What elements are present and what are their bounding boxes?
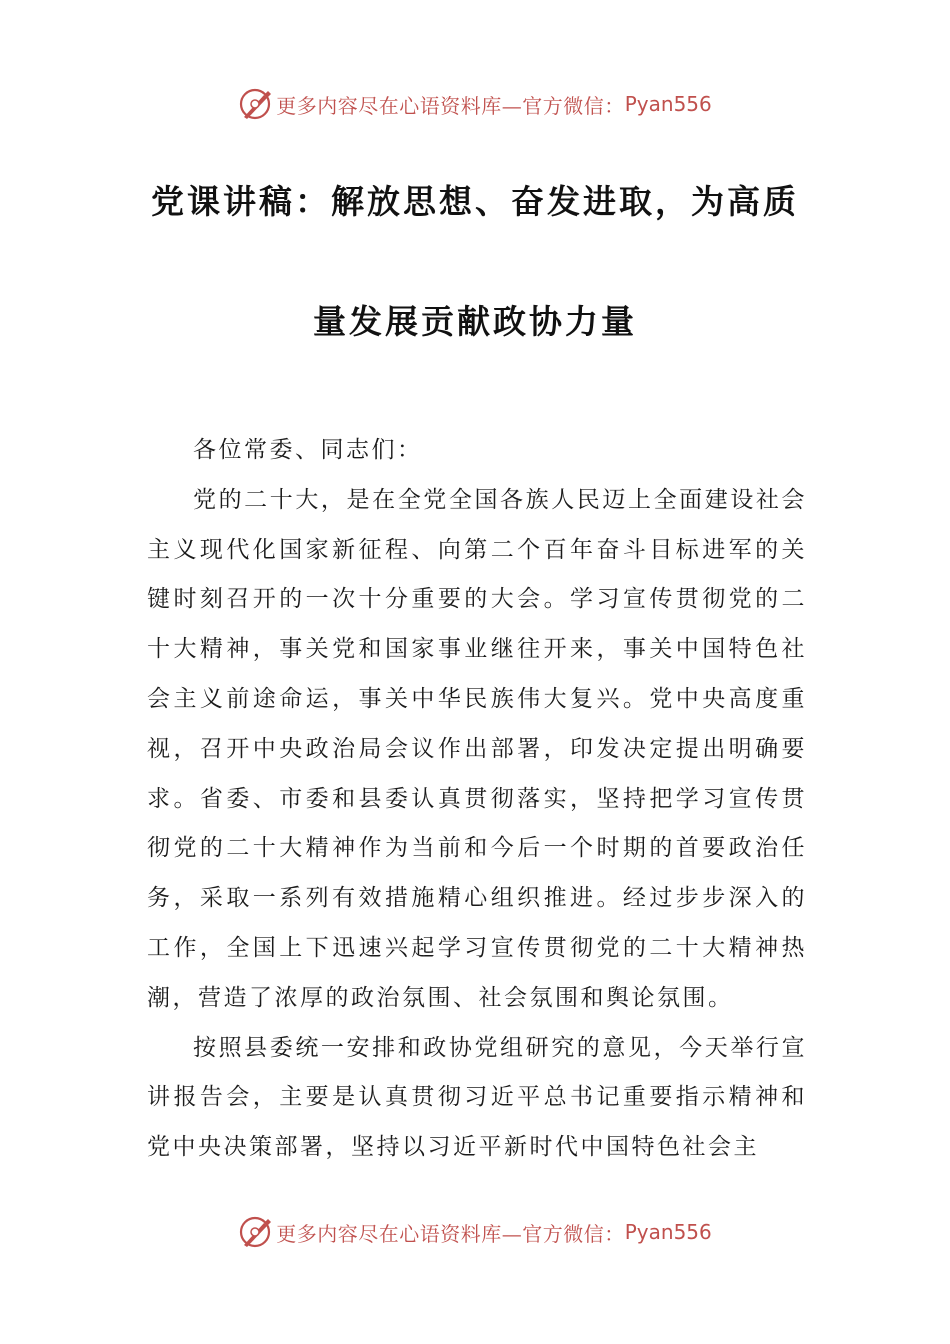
watermark-footer (0, 1212, 950, 1252)
document-title-line-1: 党课讲稿：解放思想、奋发进取，为高质 (151, 182, 799, 221)
body-paragraph-2: 按照县委统一安排和政协党组研究的意见，今天举行宣讲报告会，主要是认真贯彻习近平总书记重要指示精神和党中央决策部署，坚持以习近平新时代中国特色社会主 (147, 1034, 807, 1161)
pen-circle-logo-icon (238, 87, 272, 121)
watermark-wechat-id: Pyan556 (624, 92, 712, 116)
watermark-header (0, 84, 950, 124)
pen-circle-logo-icon (238, 1215, 272, 1249)
document-title-line-2: 量发展贡献政协力量 (313, 302, 637, 341)
body-paragraph-1: 党的二十大，是在全党全国各族人民迈上全面建设社会主义现代化国家新征程、向第二个百年奋斗目标进军的关键时刻召开的一次十分重要的大会。学习宣传贯彻党的二十大精神，事关党和国家事业继往开来，事关中国特色社会主义前途命运，事关中华民族伟大复兴。党中央高度重视，召开中央政治局会议作出部署，印发决定提出明确要求。省委、市委和县委认真贯彻落实，坚持把学习宣传贯彻党的二十大精神作为当前和今后一个时期的首要政治任务，采取一系列有效措施精心组织推进。经过步步深入的工作，全国上下迅速兴起学习宣传贯彻党的二十大精神热潮，营造了浓厚的政治氛围、社会氛围和舆论氛围。 (147, 486, 807, 1011)
greeting-paragraph: 各位常委、同志们： (193, 437, 423, 463)
watermark-wechat-id: Pyan556 (624, 1220, 712, 1244)
watermark-text: 更多内容尽在心语资料库—官方微信： (276, 93, 625, 118)
document-body (147, 426, 807, 1173)
watermark-text: 更多内容尽在心语资料库—官方微信： (276, 1221, 625, 1246)
